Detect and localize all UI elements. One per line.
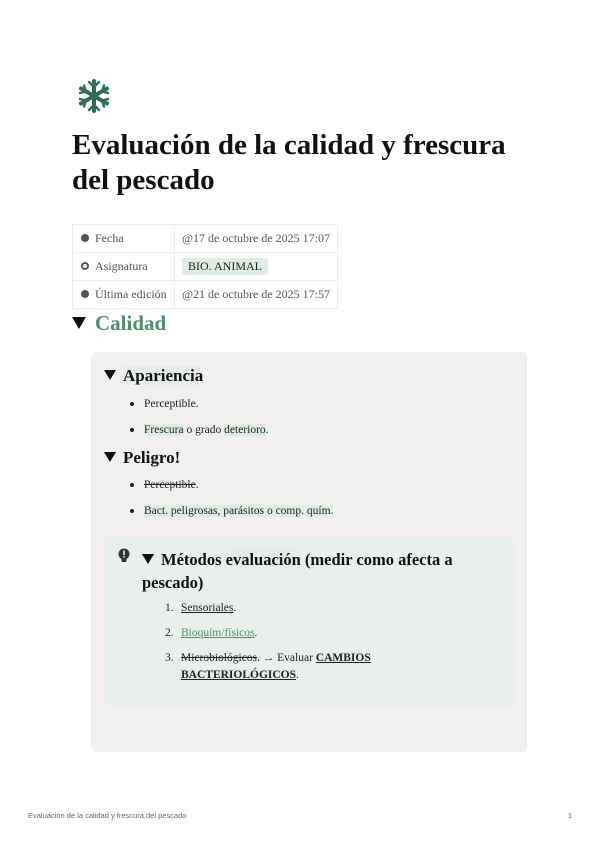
list-item: 1. Sensoriales. — [165, 602, 237, 614]
toggle-triangle-icon[interactable] — [104, 370, 116, 380]
clock-icon — [81, 290, 89, 298]
toggle-heading-metodos[interactable]: Métodos evaluación (medir como afecta a pescado) — [142, 550, 453, 592]
property-value-last-edited: @21 de octubre de 2025 17:57 — [175, 281, 338, 309]
list-item: 3. Microbiológicos. → Evaluar CAMBIOS BACTERIOLÓGICOS. — [165, 652, 371, 681]
toggle-triangle-icon[interactable] — [104, 452, 116, 462]
toggle-heading-peligro[interactable]: Peligro! — [104, 447, 180, 469]
properties-table — [72, 224, 338, 309]
page-number: 1 — [567, 811, 572, 820]
list-item: 2. Bioquím/físicos. — [165, 627, 258, 639]
bioquim-link[interactable]: Bioquím/físicos — [181, 627, 255, 639]
list-item: Perceptible. — [130, 477, 333, 503]
metodos-list — [165, 600, 465, 692]
toggle-triangle-icon[interactable] — [72, 317, 86, 329]
target-icon — [81, 262, 89, 270]
clock-icon — [81, 234, 89, 242]
property-row-ultima-edicion — [73, 281, 338, 309]
property-key: Última edición — [95, 287, 167, 301]
property-row-fecha — [73, 225, 338, 253]
page-footer — [28, 811, 572, 820]
apariencia-list — [130, 396, 269, 448]
toggle-triangle-icon[interactable] — [142, 554, 154, 564]
list-item: Bact. peligrosas, parásitos o comp. quím. — [130, 503, 333, 529]
property-key: Fecha — [95, 231, 124, 245]
property-key: Asignatura — [95, 259, 148, 273]
property-row-asignatura — [73, 253, 338, 281]
peligro-list — [130, 477, 333, 529]
toggle-heading-calidad[interactable]: Calidad — [72, 310, 166, 336]
toggle-heading-apariencia[interactable]: Apariencia — [104, 365, 203, 387]
footer-title: Evaluación de la calidad y frescura del pescado — [28, 811, 187, 820]
list-item: Frescura o grado deterioro. — [130, 422, 269, 448]
snowflake-icon — [76, 78, 112, 114]
page-title: Evaluación de la calidad y frescura del pescado — [72, 129, 506, 196]
list-item: Perceptible. — [130, 396, 269, 422]
subject-tag[interactable]: BIO. ANIMAL — [182, 258, 268, 275]
lightbulb-icon — [117, 548, 131, 564]
property-value-date[interactable]: @17 de octubre de 2025 17:07 — [175, 225, 338, 253]
